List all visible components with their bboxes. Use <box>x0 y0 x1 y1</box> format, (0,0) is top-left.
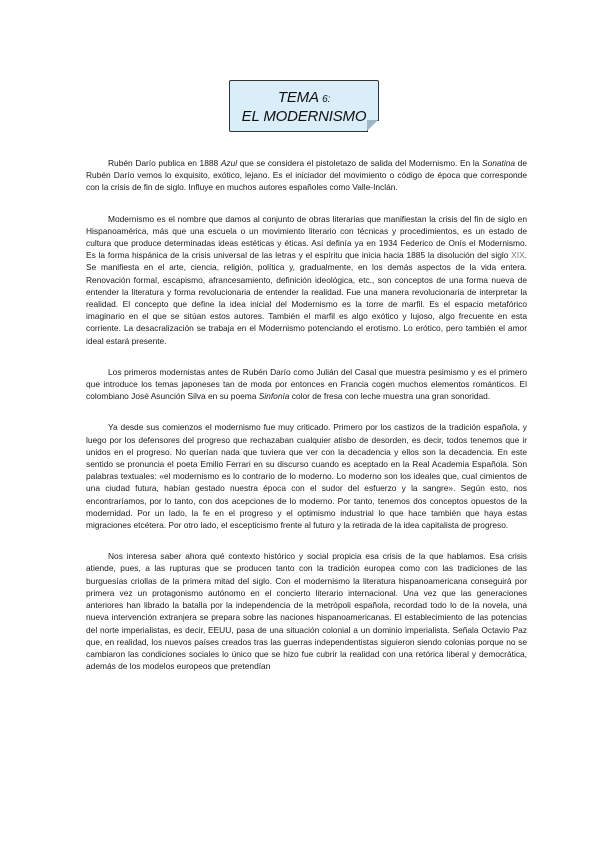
paragraph-5: Nos interesa saber ahora qué contexto histórico y social propicia esa crisis de la que hablamos. Esa crisis atiende, pues, a las rupturas que se producen tanto con la tradición europea como con las tradiciones de las burguesías criollas de la primera mitad del siglo. Con el modernismo la literatura hispanoamericana conseguirá por primera vez un protagonismo autónomo en el concierto literario internacional. Una vez que las generaciones anteriores han librado la batalla por la independencia de la metrópoli española, recordad todo lo de la novela, una nueva intervención extranjera se prepara sobre las naciones hispanoamericanas. El establecimiento de las potencias del norte imperialistas, es decir, EEUU, pasa de una situación colonial a un dominio imperialista. Señala Octavio Paz que, en realidad, los nuevos países creados tras las guerras independentistas siguieron siendo colonias porque no se cambiaron las condiciones sociales lo único que se hizo fue cubrir la realidad con una retórica liberal y democrática, además de los modelos europeos que pretendían <box>86 551 527 672</box>
paragraph-2: Modernismo es el nombre que damos al conjunto de obras literarias que manifiestan la crisis del fin de siglo en Hispanoamérica, más que una escuela o un movimiento literario con técnicas y procedimientos, es un estado de cultura que produce determinadas ideas estéticas y éticas. Así definía ya en 1934 Federico de Onís el Modernismo. Es la forma hispánica de la crisis universal de las letras y el espíritu que inicia hacia 1885 la disolución del siglo XIX. Se manifiesta en el arte, ciencia, religión, política y, gradualmente, en los demás aspectos de la vida entera. Renovación formal, escapismo, afrancesamiento, definición ideológica, etc., son conceptos de una forma nueva de entender la literatura y forma revolucionaria de entender la realidad. Fue una manera revolucionaria de interpretar la realidad. El concepto que define la idea inicial del Modernismo es la torre de marfil. Es el espacio metafórico imaginario en el que se sitúan estos autores. También el marfil es algo exótico y lujoso, algo frecuente en esta corriente. La desacralización se trabaja en el Modernismo potenciando el erotismo. Lo erótico, pero también el amor ideal estará presente. <box>86 213 527 346</box>
work-title-azul: Azul <box>220 158 238 168</box>
folded-corner <box>367 120 379 132</box>
work-title-sinfonia: Sinfonía <box>258 391 290 402</box>
paragraph-3: Los primeros modernistas antes de Rubén Darío como Julián del Casal que muestra pesimismo y es el primero que introduce los temas japoneses tan de moda por entonces en Francia cogen muchos elementos románticos. El colombiano José Asunción Silva en su poema Sinfonía color de fresa con leche muestra una gran sonoridad. <box>86 366 527 402</box>
paragraph-1: Rubén Darío publica en 1888 Azul que se considera el pistoletazo de salida del Modernismo. En la Sonatina de Rubén Darío vemos lo exquisito, exótico, lejano. Es el iniciador del movimiento o código de época que corresponde con la crisis de fin de siglo. Influye en muchos autores españoles como Valle-Inclán. <box>86 158 527 193</box>
document-body <box>86 157 527 691</box>
roman-numeral: XIX <box>511 250 525 261</box>
title-number: 6: <box>322 94 331 105</box>
title-word: TEMA <box>277 89 319 106</box>
work-title-sonatina: Sonatina <box>481 158 516 168</box>
title-line-1 <box>230 89 378 108</box>
paragraph-4: Ya desde sus comienzos el modernismo fue muy criticado. Primero por los castizos de la tradición española, y luego por los defensores del progreso que rechazaban cualquier atisbo de desorden, es decir, todos tenemos que ir unidos en el progreso. No querían nada que tuviera que ver con la decadencia y ellos son la decadencia. En este sentido se pronuncia el poeta Emilio Ferrari en su discurso cuando es aceptado en la Real Academia Española. Son palabras textuales: «el modernismo es lo contrario de lo moderno. Lo moderno son los ideales que, cual cimientos de una ciudad futura, habían gestado nuestra época con el sudor del esfuerzo y la sangre». Según esto, nos encontraríamos, por lo tanto, con dos acepciones de lo moderno. Por tanto, tenemos dos conceptos opuestos de la modernidad. Por un lado, la fe en el progreso y el optimismo industrial lo que hace también que haya estas migraciones etcétera. Por otro lado, el escepticismo frente al futuro y la retirada de la idea capitalista de progreso. <box>86 422 527 531</box>
title-line-2: EL MODERNISMO <box>241 108 367 125</box>
title-box <box>229 80 379 132</box>
